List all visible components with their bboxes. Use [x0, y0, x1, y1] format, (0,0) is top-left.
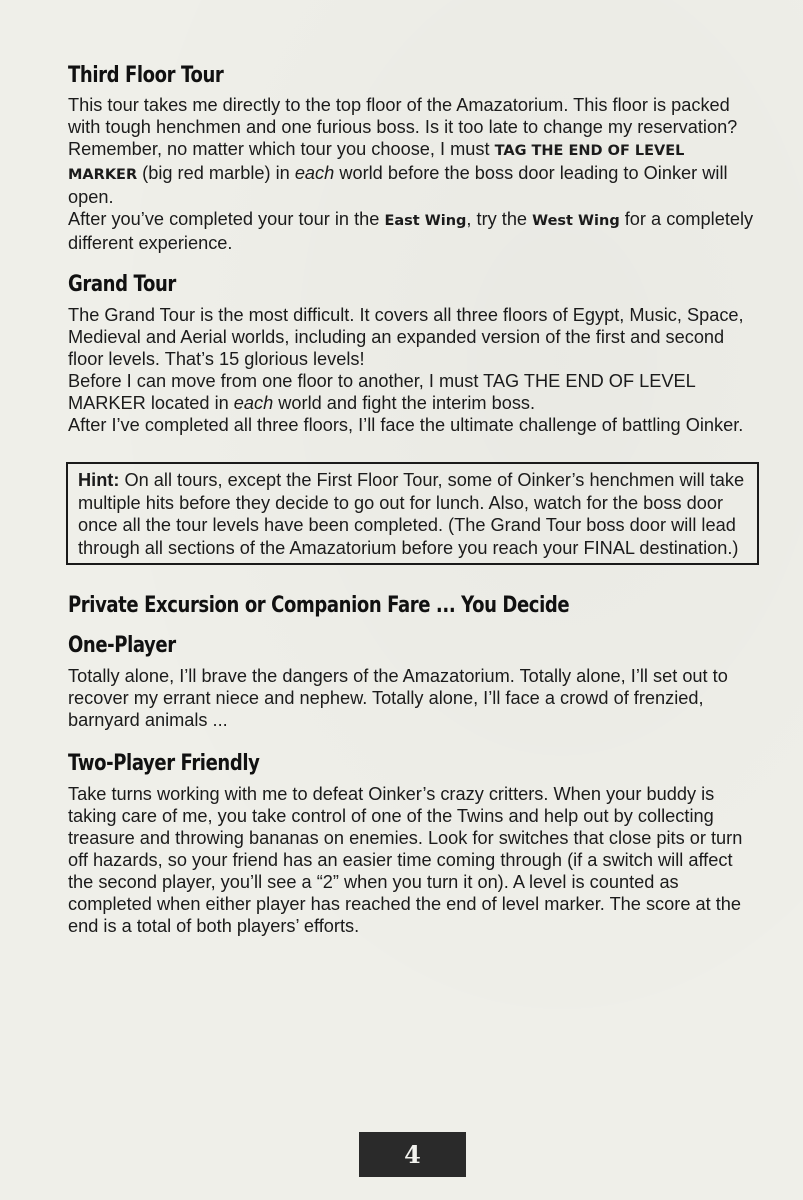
reminder-text-c: world before the boss door leading to Oinker will open.: [68, 163, 728, 207]
two-player-heading: Two-Player Friendly: [68, 751, 260, 776]
third-floor-tour-heading: Third Floor Tour: [68, 63, 224, 88]
page-number: 4: [359, 1132, 466, 1177]
hint-body: On all tours, except the First Floor Tour, some of Oinker’s henchmen will take multiple hits before they decide to go out for lunch. Also, watch for the boss door once all the tour levels have been completed. (The Grand Tour boss door will lead through all sections of the Amazatorium before you reach your FINAL destination.): [78, 470, 745, 558]
wing-paragraph: [68, 208, 758, 254]
west-wing-label: West Wing: [532, 213, 620, 229]
east-wing-label: East Wing: [384, 213, 467, 229]
each-emphasis: each: [294, 163, 335, 183]
reminder-text-b: (big red marble) in: [137, 163, 295, 183]
grand-each-emphasis: each: [233, 393, 274, 413]
one-player-text-a: Totally alone, I’ll brave the dangers of the Amazatorium. Totally alone, I’ll set out to recover my errant niece and nephew. Totally alone, I’ll face a crowd of frenzied,: [68, 666, 728, 708]
hint-label: Hint:: [78, 470, 120, 490]
two-player-paragraph: Take turns working with me to defeat Oinker’s crazy critters. When your buddy is taking care of me, you take control of one of the Twins and help out by collecting treasure and throwing bananas on enemies. Look for switches that close pits or turn off hazards, so your friend has an easier time coming through (if a switch will affect the second player, you’ll see a “2” when you turn it on). A level is counted as completed when either player has reached the end of level marker. The score at the end is a total of both players’ efforts.: [68, 784, 743, 936]
wing-text-b: , try the: [466, 209, 533, 229]
grand-text-b: world and fight the interim boss.: [273, 393, 536, 413]
grand-tour-heading: Grand Tour: [68, 272, 176, 297]
tag-marker-emphasis: TAG THE END OF LEVEL MARKER: [68, 143, 685, 183]
hint-box: [66, 462, 759, 565]
one-player-text-b: barnyard animals ...: [68, 710, 228, 730]
wing-text-a: After you’ve completed your tour in the: [68, 209, 385, 229]
reminder-text-a: Remember, no matter which tour you choose, I must: [68, 139, 495, 159]
private-excursion-heading: Private Excursion or Companion Fare ... You Decide: [68, 593, 570, 618]
one-player-heading: One-Player: [68, 633, 176, 658]
grand-tour-floor-paragraph: [68, 370, 758, 414]
third-floor-paragraph: This tour takes me directly to the top floor of the Amazatorium. This floor is packed with tough henchmen and one furious boss. Is it too late to change my reservation?: [68, 95, 738, 137]
grand-text-a: Before I can move from one floor to another, I must TAG THE END OF LEVEL MARKER located in: [68, 371, 696, 413]
wing-text-c: for a completely different experience.: [68, 209, 754, 253]
grand-tour-final-paragraph: After I’ve completed all three floors, I’ll face the ultimate challenge of battling Oinker.: [68, 415, 744, 435]
tag-marker-reminder: [68, 138, 758, 208]
grand-tour-paragraph: The Grand Tour is the most difficult. It covers all three floors of Egypt, Music, Space, Medieval and Aerial worlds, including an expanded version of the first and second floor levels. That’s 15 glorious levels!: [68, 305, 744, 369]
one-player-paragraph: [68, 665, 758, 731]
page-content: [68, 60, 758, 937]
hint-text: [78, 469, 747, 559]
